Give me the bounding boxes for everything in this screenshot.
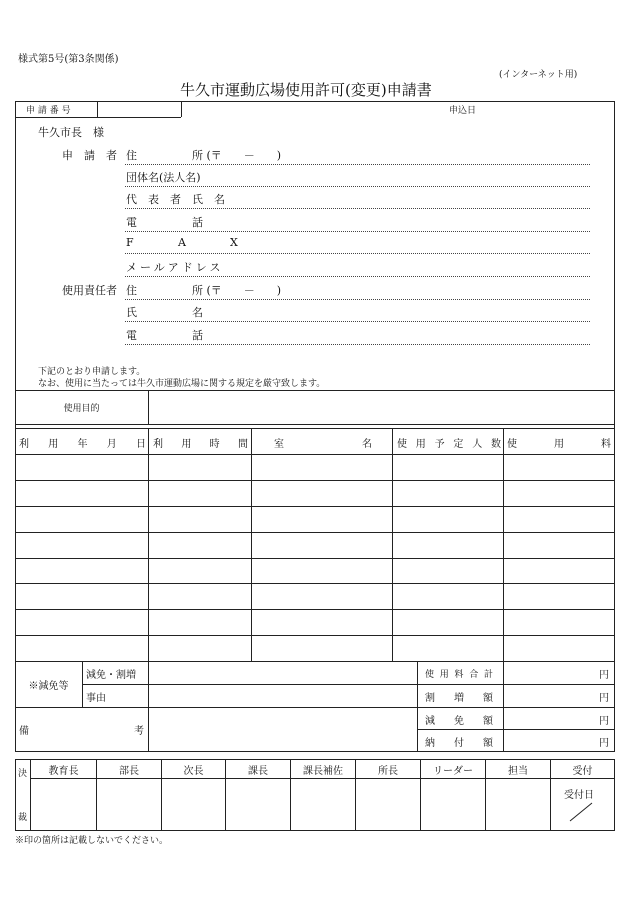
approval-label-top: 決 bbox=[18, 769, 28, 779]
exemption-reduce-label: 減免・割増 bbox=[86, 670, 136, 681]
exemption-reason-label: 事由 bbox=[86, 693, 106, 704]
approval-col-staff: 担当 bbox=[508, 765, 528, 777]
form-title: 牛久市運動広場使用許可(変更)申請書 bbox=[180, 81, 432, 99]
purpose-label: 使用目的 bbox=[63, 403, 100, 414]
form-number: 様式第5号(第3条関係) bbox=[18, 54, 119, 65]
approval-col-office-head: 所長 bbox=[378, 765, 398, 777]
addressee: 牛久市長 様 bbox=[38, 126, 104, 139]
approval-col-leader: リーダー bbox=[433, 765, 473, 777]
remarks-field[interactable] bbox=[149, 708, 416, 751]
internet-use-note: (インターネット用) bbox=[499, 70, 578, 80]
applicant-fax-f: F bbox=[126, 236, 134, 249]
payment-label: 納 付 額 bbox=[425, 738, 493, 749]
responsible-tel-label: 電 話 bbox=[126, 329, 203, 342]
col-header-time: 利 用 時 間 bbox=[153, 439, 248, 450]
yen-fee-total: 円 bbox=[599, 670, 609, 681]
reception-date-label: 受付日 bbox=[564, 790, 594, 801]
responsible-name-label: 氏 名 bbox=[126, 306, 203, 319]
applicant-rep-label: 代 表 者 氏 名 bbox=[126, 193, 225, 206]
approval-col-assistant-chief: 課長補佐 bbox=[303, 765, 343, 777]
yen-surcharge: 円 bbox=[599, 693, 609, 704]
reduction-label: 減 免 額 bbox=[425, 716, 493, 727]
application-number-label: 申 請 番 号 bbox=[26, 106, 71, 116]
approval-col-director: 部長 bbox=[119, 765, 139, 777]
applicant-label: 申 請 者 bbox=[62, 149, 117, 162]
applicant-address-label: 住 所 (〒 － ) bbox=[126, 149, 282, 162]
col-header-people: 使 用 予 定 人 数 bbox=[397, 439, 501, 450]
applicant-fax-x: X bbox=[230, 236, 238, 249]
fee-total-label: 使 用 料 合 計 bbox=[425, 670, 493, 680]
col-header-fee: 使 用 料 bbox=[507, 439, 611, 450]
col-header-date: 利 用 年 月 日 bbox=[19, 439, 146, 450]
approval-label-bottom: 裁 bbox=[18, 813, 28, 823]
applicant-email-label: メールアドレス bbox=[126, 261, 224, 274]
applicant-tel-label: 電 話 bbox=[126, 216, 203, 229]
yen-reduction: 円 bbox=[599, 716, 609, 727]
applicant-org-label: 団体名(法人名) bbox=[126, 171, 201, 184]
yen-payment: 円 bbox=[599, 738, 609, 749]
statement-2: なお、使用に当たっては牛久市運動広場に関する規定を厳守致します。 bbox=[38, 379, 326, 389]
approval-col-superintendent: 教育長 bbox=[48, 765, 79, 777]
approval-col-reception: 受付 bbox=[572, 765, 593, 777]
applicant-fax-a: A bbox=[178, 236, 186, 249]
purpose-field[interactable] bbox=[149, 391, 614, 424]
exemption-label: ※減免等 bbox=[28, 681, 69, 692]
remarks-label: 備 考 bbox=[19, 726, 144, 737]
statement-1: 下記のとおり申請します。 bbox=[38, 367, 146, 377]
footnote: ※印の箇所は記載しないでください。 bbox=[15, 836, 169, 846]
surcharge-label: 割 増 額 bbox=[425, 693, 493, 704]
responsible-label: 使用責任者 bbox=[62, 284, 117, 297]
col-header-room: 室 名 bbox=[274, 439, 372, 450]
reception-date-slash-icon bbox=[568, 801, 596, 823]
approval-col-deputy-director: 次長 bbox=[183, 765, 204, 777]
application-date-label: 申込日 bbox=[449, 106, 477, 116]
responsible-address-label: 住 所 (〒 － ) bbox=[126, 284, 282, 297]
approval-col-section-chief: 課長 bbox=[248, 765, 268, 777]
